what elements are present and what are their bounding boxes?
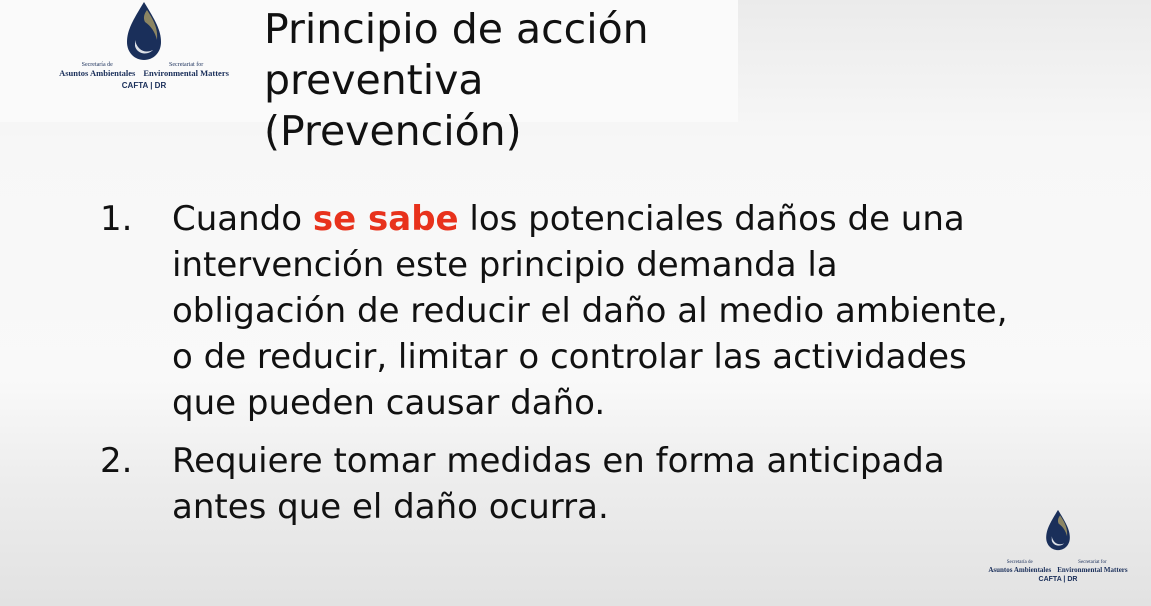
item-1-line-4: o de reducir, limitar o controlar las actividades [172, 337, 967, 377]
item-2-line-2: antes que el daño ocurra. [172, 487, 609, 527]
footer-logo-es-small: Secretaría de [1006, 560, 1033, 565]
footer-logo-org: CAFTA | DR [1038, 575, 1078, 583]
list-number-2: 2. [100, 441, 133, 481]
secretariat-logo-footer [975, 500, 1141, 583]
list-text-1 [172, 196, 1008, 426]
logo-en-small: Secretariat for [169, 62, 204, 68]
slide-title [264, 4, 734, 157]
highlight-text: se sabe [312, 199, 459, 239]
footer-logo-en-big: Environmental Matters [1057, 565, 1128, 574]
secretariat-logo [40, 0, 248, 90]
slide-title-line-2: (Prevención) [264, 107, 522, 155]
slide-body [100, 196, 1060, 542]
logo-es-big: Asuntos Ambientales [59, 67, 136, 78]
list-item-2 [100, 438, 1060, 530]
footer-logo-es-big: Asuntos Ambientales [988, 565, 1052, 574]
logo-org: CAFTA | DR [121, 80, 167, 90]
item-1-line-1 [172, 196, 1008, 242]
item-1-line-1-after: los potenciales daños de una [458, 199, 965, 239]
item-1-line-2: intervención este principio demanda la [172, 245, 838, 285]
list-text-2 [172, 438, 945, 530]
list-number-1: 1. [100, 199, 133, 239]
logo-es-small: Secretaría de [81, 62, 113, 68]
water-drop-logo-icon [121, 0, 167, 62]
item-2-line-1: Requiere tomar medidas en forma anticipada [172, 441, 945, 481]
slide-title-line-1: Principio de acción preventiva [264, 5, 649, 104]
item-1-line-5: que pueden causar daño. [172, 383, 606, 423]
logo-en-big: Environmental Matters [143, 67, 229, 78]
footer-logo-en-small: Secretariat for [1078, 560, 1107, 565]
water-drop-logo-icon-footer [1042, 500, 1074, 560]
item-1-line-3: obligación de reducir el daño al medio ambiente, [172, 291, 1008, 331]
item-1-line-1-before: Cuando [172, 199, 313, 239]
list-item-1 [100, 196, 1060, 426]
